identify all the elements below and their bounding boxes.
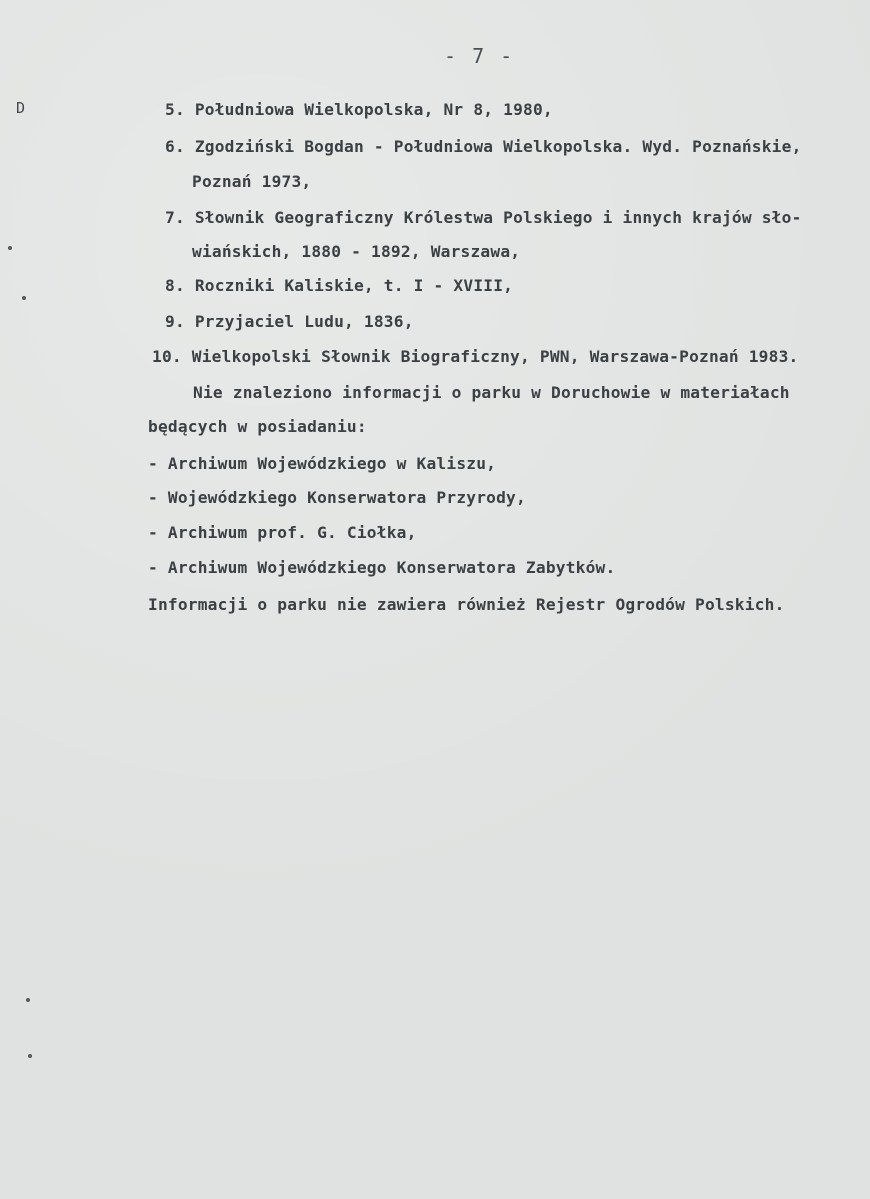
reference-5: 5. Południowa Wielkopolska, Nr 8, 1980,: [165, 100, 553, 119]
list-item-nature-conservator: - Wojewódzkiego Konserwatora Przyrody,: [148, 488, 526, 507]
margin-mark-3: [26, 998, 30, 1002]
paragraph-line-1: Nie znaleziono informacji o parku w Doruchowie w materiałach: [193, 383, 790, 402]
reference-10: 10. Wielkopolski Słownik Biograficzny, PWN, Warszawa-Poznań 1983.: [152, 347, 799, 366]
list-item-monuments-conservator: - Archiwum Wojewódzkiego Konserwatora Zabytków.: [148, 558, 616, 577]
closing-line: Informacji o parku nie zawiera również Rejestr Ogrodów Polskich.: [148, 595, 785, 614]
reference-7: 7. Słownik Geograficzny Królestwa Polskiego i innych krajów sło-: [165, 208, 802, 227]
margin-mark-2: [22, 296, 26, 300]
reference-6: 6. Zgodziński Bogdan - Południowa Wielkopolska. Wyd. Poznańskie,: [165, 137, 802, 156]
reference-6-continuation: Poznań 1973,: [192, 172, 312, 191]
list-item-archive-kalisz: - Archiwum Wojewódzkiego w Kaliszu,: [148, 454, 497, 473]
list-item-archive-ciolek: - Archiwum prof. G. Ciołka,: [148, 523, 417, 542]
reference-7-continuation: wiańskich, 1880 - 1892, Warszawa,: [192, 242, 521, 261]
paragraph-line-2: będących w posiadaniu:: [148, 417, 367, 436]
page-number: - 7 -: [444, 44, 515, 68]
margin-mark-4: [28, 1054, 32, 1058]
margin-mark-1: [8, 246, 12, 250]
reference-9: 9. Przyjaciel Ludu, 1836,: [165, 312, 414, 331]
margin-letter: D: [16, 99, 26, 117]
reference-8: 8. Roczniki Kaliskie, t. I - XVIII,: [165, 276, 514, 295]
